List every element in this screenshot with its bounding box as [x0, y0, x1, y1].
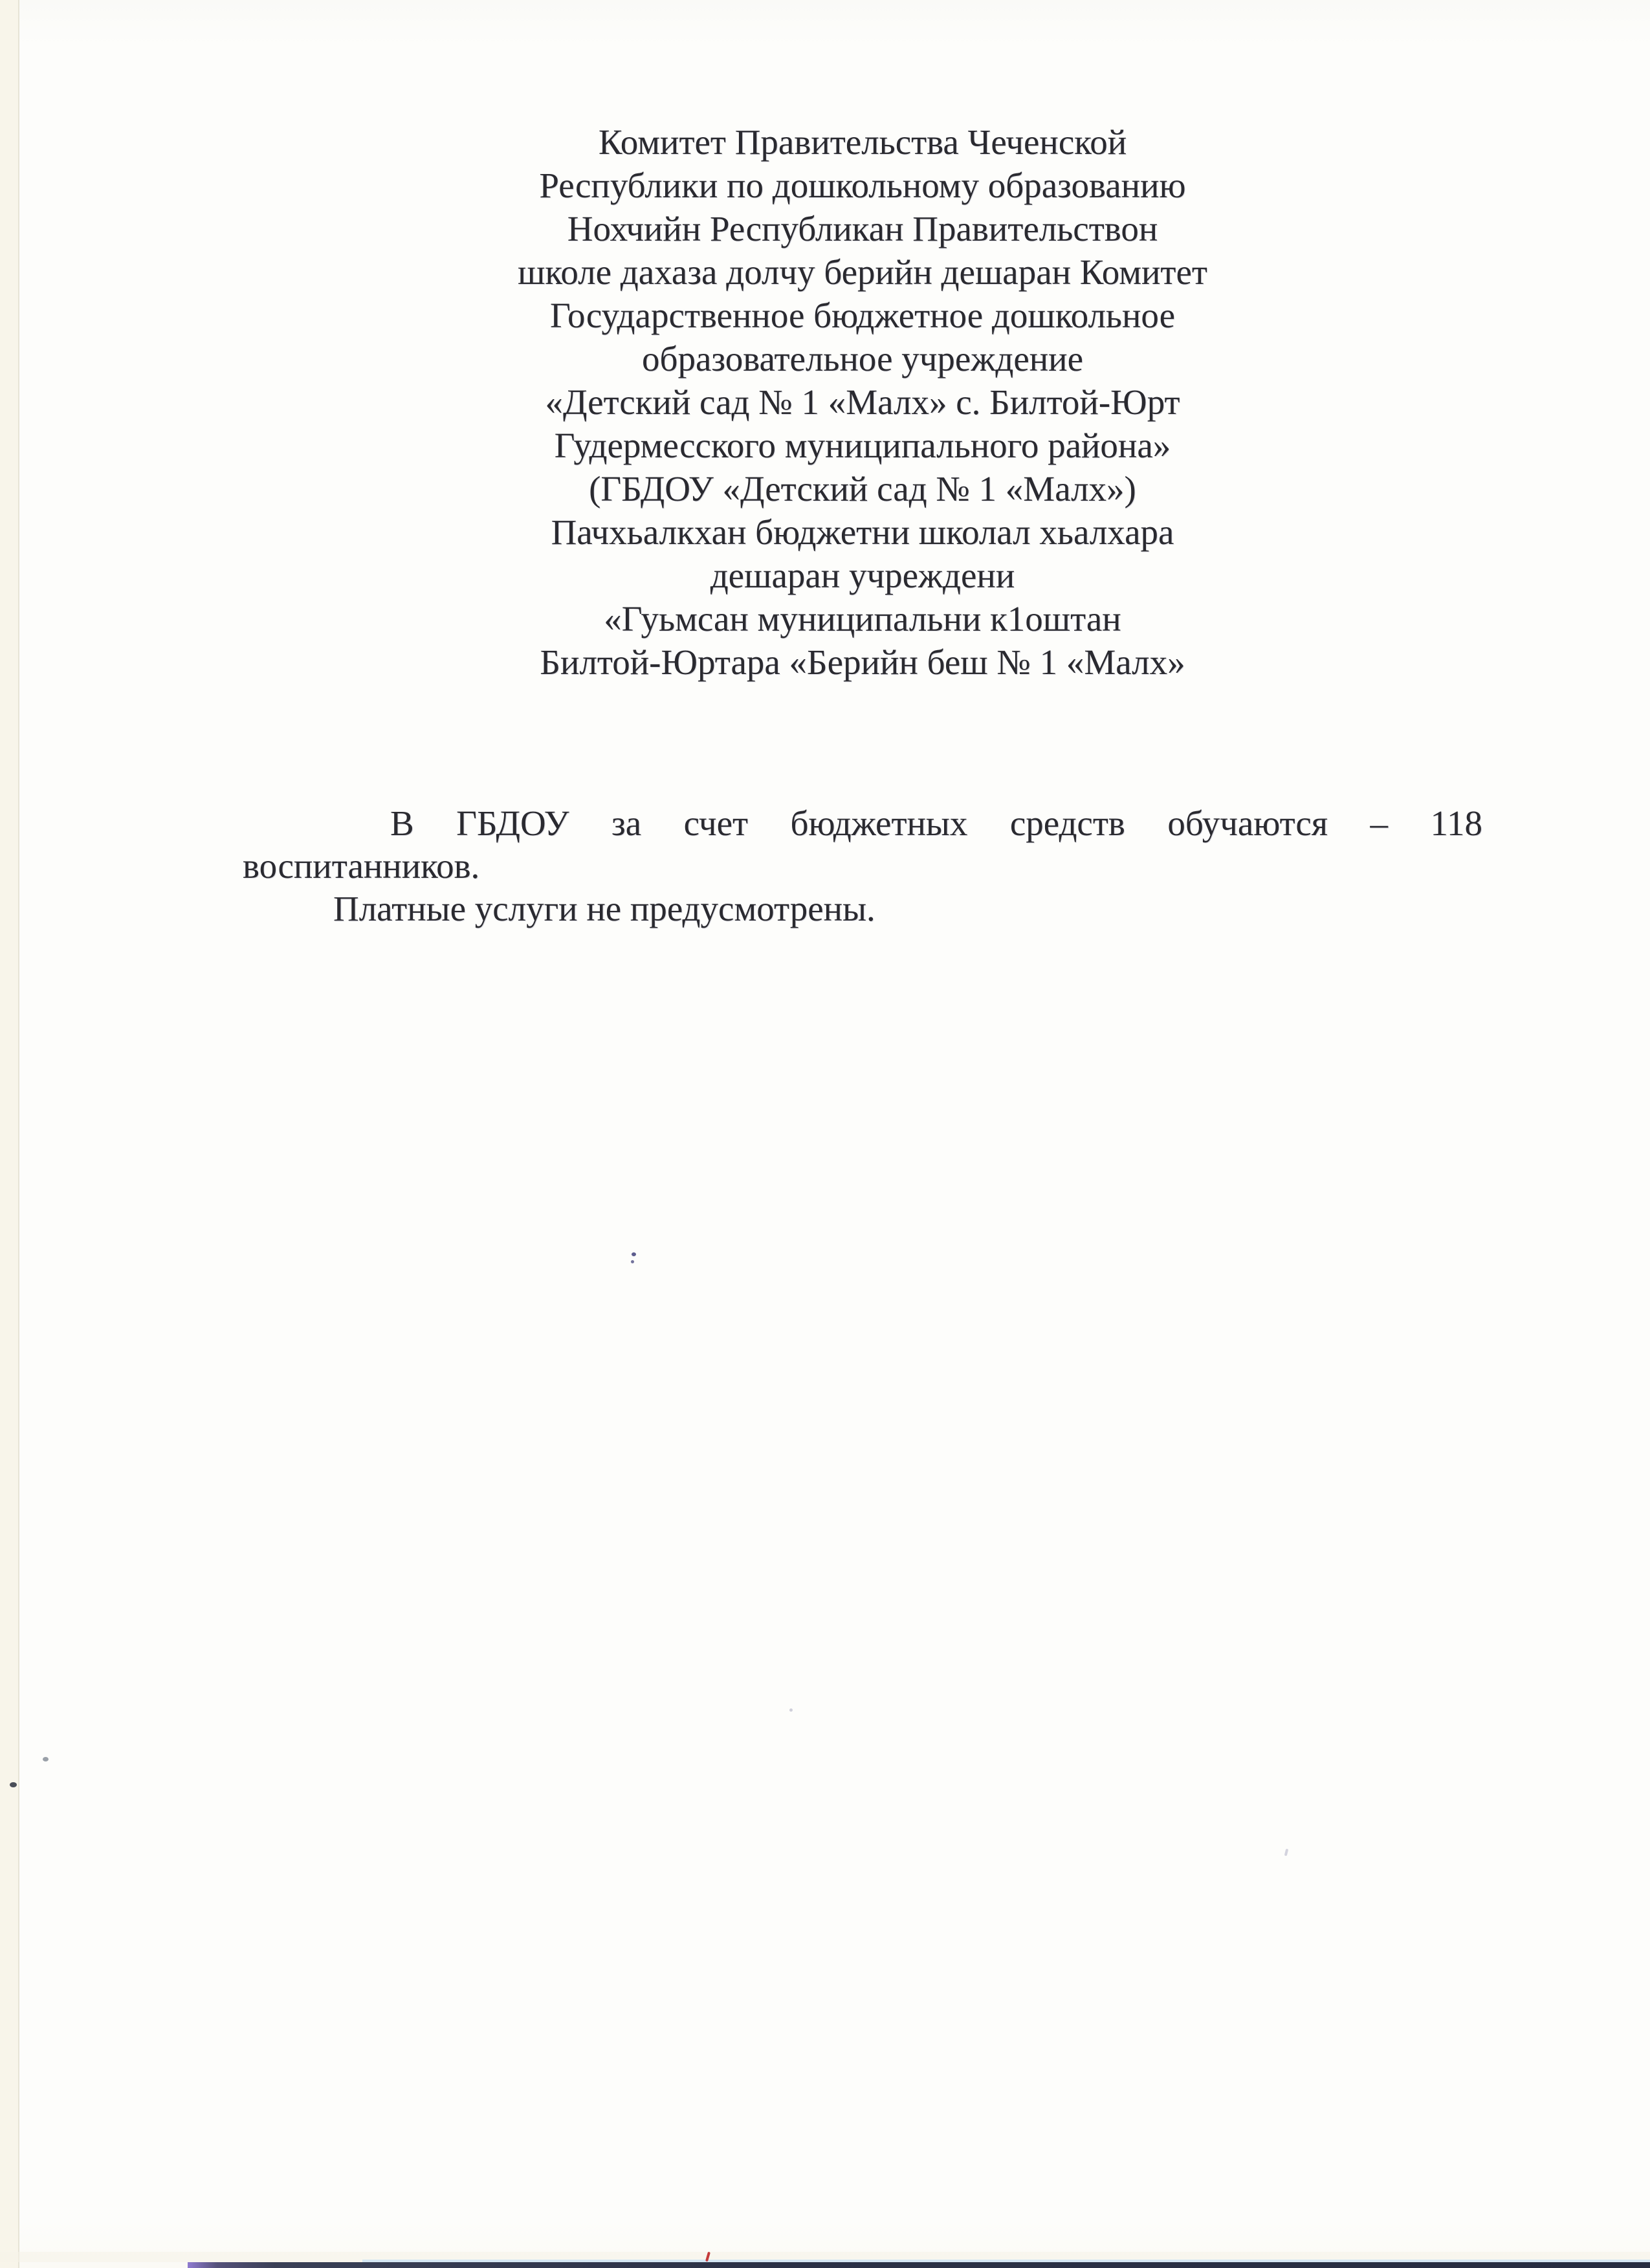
scan-speck — [632, 1252, 636, 1256]
word: ГБДОУ — [456, 803, 569, 843]
letterhead-line: Билтой-Юртара «Берийн беш № 1 «Малх» — [540, 642, 1185, 682]
scan-speck — [10, 1782, 17, 1787]
letterhead-line: (ГБДОУ «Детский сад № 1 «Малх») — [589, 469, 1136, 508]
word: средств — [1009, 803, 1125, 843]
scan-speck — [43, 1757, 49, 1761]
scanner-edge-left — [0, 0, 19, 2268]
letterhead-line: Нохчийн Республикан Правительствон — [567, 209, 1158, 248]
letterhead-block — [243, 120, 1482, 684]
word: обучаются — [1167, 803, 1328, 843]
scanner-edge-bottom — [188, 2262, 1650, 2268]
letterhead-line: «Гуьмсан муниципальни к1оштан — [604, 599, 1121, 638]
letterhead-line: школе дахаза долчу берийн дешаран Комитет — [518, 252, 1207, 292]
letterhead-line: Республики по дошкольному образованию — [539, 166, 1186, 205]
scan-speck — [631, 1260, 634, 1263]
word: В — [390, 803, 414, 843]
dash: – — [1370, 803, 1389, 843]
word: за — [611, 803, 642, 843]
scan-speck — [1284, 1849, 1289, 1857]
letterhead-line: Пачхьалкхан бюджетни школал хьалхара — [551, 512, 1174, 552]
letterhead-line: Государственное бюджетное дошкольное — [550, 296, 1175, 335]
letterhead-line: Комитет Правительства Чеченской — [598, 122, 1127, 162]
letterhead-line: «Детский сад № 1 «Малх» с. Билтой-Юрт — [545, 382, 1180, 422]
word: счет — [683, 803, 749, 843]
letterhead-line: образовательное учреждение — [641, 339, 1084, 378]
enrollment-count: 118 — [1430, 803, 1482, 843]
word: бюджетных — [790, 803, 968, 843]
scan-speck — [789, 1708, 793, 1712]
paragraph-paid-services: Платные услуги не предусмотрены. — [333, 889, 875, 928]
letterhead-line: дешаран учреждени — [710, 556, 1015, 595]
paragraph-enrollment-line2: воспитанников. — [243, 846, 480, 886]
letterhead-line: Гудермесского муниципального района» — [554, 426, 1171, 465]
body-text — [243, 802, 1482, 930]
paragraph-enrollment-line1 — [243, 802, 1482, 845]
